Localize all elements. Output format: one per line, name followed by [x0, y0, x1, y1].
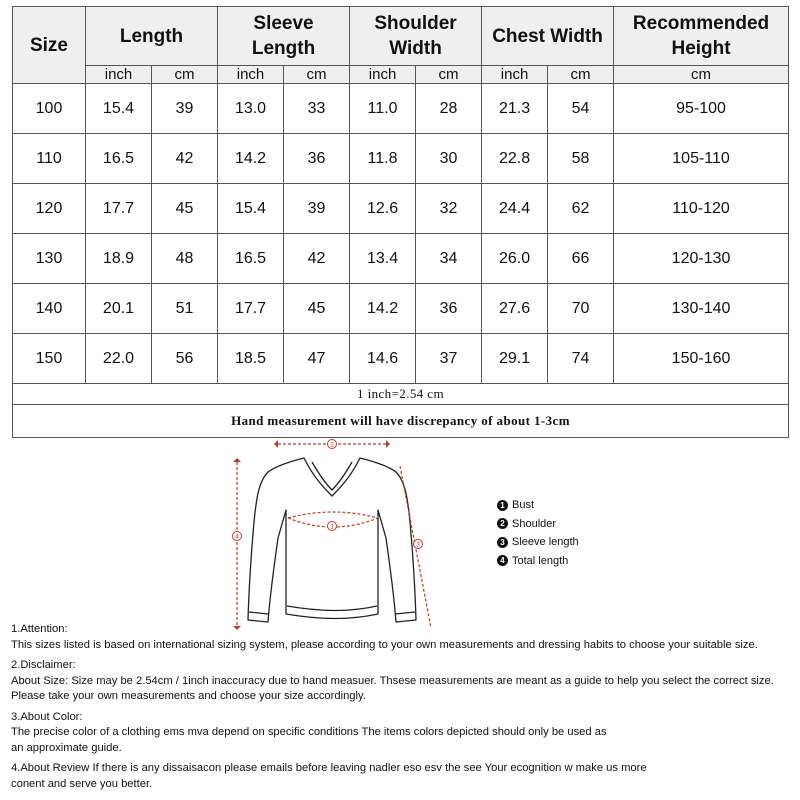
marker-3 [414, 540, 423, 549]
note-line: conent and serve you better. [11, 777, 153, 790]
table-cell: 70 [548, 284, 614, 334]
note-review [11, 761, 796, 792]
header-length: Length [86, 7, 218, 66]
legend-item-sleeve-length [497, 533, 579, 552]
note-line: This sizes listed is based on international sizing system, please according to your own measurements and dressing habits to choose your suitable size. [11, 638, 758, 651]
header-sleeve-length [218, 7, 350, 66]
table-cell: 36 [284, 134, 350, 184]
conversion-note: 1 inch=2.54 cm [13, 384, 789, 405]
diagram-legend [497, 496, 579, 570]
table-row [13, 334, 789, 384]
header-height-line-1: Recommended [632, 13, 770, 34]
note-title: 3.About Color: [11, 710, 83, 723]
table-cell: 29.1 [482, 334, 548, 384]
table-cell: 34 [416, 234, 482, 284]
table-cell: 15.4 [86, 84, 152, 134]
marker-2 [328, 440, 337, 449]
table-cell: 27.6 [482, 284, 548, 334]
unit-cell: cm [152, 66, 218, 84]
header-shoulder-width [350, 7, 482, 66]
table-cell: 42 [284, 234, 350, 284]
header-height-line-2: Height [671, 38, 731, 59]
table-cell: 42 [152, 134, 218, 184]
marker-1 [328, 522, 337, 531]
table-cell: 28 [416, 84, 482, 134]
measure-ends [233, 440, 390, 630]
table-cell: 56 [152, 334, 218, 384]
marker-4 [233, 532, 242, 541]
note-title: 2.Disclaimer: [11, 659, 76, 671]
table-cell: 110-120 [614, 184, 789, 234]
table-cell: 13.4 [350, 234, 416, 284]
table-cell: 150-160 [614, 334, 789, 384]
header-chest-width: Chest Width [482, 7, 614, 66]
table-cell: 14.6 [350, 334, 416, 384]
table-cell: 17.7 [218, 284, 284, 334]
unit-cell: inch [482, 66, 548, 84]
header-size: Size [13, 7, 86, 84]
table-cell: 17.7 [86, 184, 152, 234]
unit-cell: cm [548, 66, 614, 84]
size-cell: 130 [13, 234, 86, 284]
note-color [11, 710, 796, 757]
measure-lines [237, 441, 431, 628]
table-cell: 21.3 [482, 84, 548, 134]
table-cell: 15.4 [218, 184, 284, 234]
size-chart-table [12, 6, 789, 438]
table-cell: 105-110 [614, 134, 789, 184]
header-sleeve-line-1: Sleeve [253, 13, 314, 34]
size-cell: 150 [13, 334, 86, 384]
unit-cell: cm [416, 66, 482, 84]
legend-label: Shoulder [512, 517, 557, 530]
sweater-diagram [228, 436, 438, 646]
table-cell: 13.0 [218, 84, 284, 134]
legend-item-total-length [497, 552, 579, 571]
table-cell: 16.5 [218, 234, 284, 284]
note-line: The precise color of a clothing ems mva depend on specific conditions The items colors depicted should only be used as [11, 726, 607, 738]
table-cell: 22.0 [86, 334, 152, 384]
table-cell: 30 [416, 134, 482, 184]
table-cell: 14.2 [218, 134, 284, 184]
table-cell: 130-140 [614, 284, 789, 334]
size-cell: 120 [13, 184, 86, 234]
table-row [13, 234, 789, 284]
table-cell: 18.5 [218, 334, 284, 384]
marker-2-label: 2 [330, 441, 334, 449]
note-title: 1.Attention: [11, 623, 68, 635]
size-cell: 100 [13, 84, 86, 134]
table-cell: 39 [152, 84, 218, 134]
marker-1-label: 1 [330, 523, 334, 531]
note-disclaimer [11, 658, 796, 705]
table-cell: 32 [416, 184, 482, 234]
table-cell: 54 [548, 84, 614, 134]
unit-cell: inch [86, 66, 152, 84]
note-line: Please take your own measurements and choose your size accordingly. [11, 690, 366, 702]
table-cell: 26.0 [482, 234, 548, 284]
table-cell: 20.1 [86, 284, 152, 334]
table-cell: 74 [548, 334, 614, 384]
size-cell: 110 [13, 134, 86, 184]
note-title: 4.About Review If there is any dissaisacon please emails before leaving nadler eso esv the see Your ecognition w make us more [11, 762, 647, 774]
table-cell: 22.8 [482, 134, 548, 184]
table-cell: 14.2 [350, 284, 416, 334]
unit-cell: inch [218, 66, 284, 84]
legend-label: Bust [512, 499, 535, 512]
table-cell: 48 [152, 234, 218, 284]
legend-item-shoulder [497, 515, 579, 534]
table-cell: 12.6 [350, 184, 416, 234]
table-cell: 51 [152, 284, 218, 334]
note-line: About Size: Size may be 2.54cm / 1inch inaccuracy due to hand measuer. Thsese measurements are meant as a guide to help you select the correct size. [11, 674, 774, 687]
table-cell: 95-100 [614, 84, 789, 134]
table-row [13, 284, 789, 334]
table-cell: 62 [548, 184, 614, 234]
table-cell: 11.8 [350, 134, 416, 184]
measurement-note: Hand measurement will have discrepancy of about 1-3cm [13, 405, 789, 438]
table-cell: 120-130 [614, 234, 789, 284]
table-row [13, 84, 789, 134]
table-cell: 66 [548, 234, 614, 284]
table-cell: 37 [416, 334, 482, 384]
unit-cell: cm [614, 66, 789, 84]
table-cell: 45 [152, 184, 218, 234]
legend-number: 4 [497, 555, 508, 566]
size-cell: 140 [13, 284, 86, 334]
table-cell: 47 [284, 334, 350, 384]
legend-number: 2 [497, 518, 508, 529]
legend-number: 1 [497, 500, 508, 511]
legend-label: Sleeve length [512, 536, 579, 549]
note-line: an approximate guide. [11, 741, 122, 754]
table-cell: 11.0 [350, 84, 416, 134]
marker-4-label: 4 [235, 533, 239, 541]
table-cell: 16.5 [86, 134, 152, 184]
header-shoulder-line-2: Width [389, 38, 442, 59]
table-row [13, 184, 789, 234]
sweater-outline [248, 458, 416, 622]
table-cell: 39 [284, 184, 350, 234]
header-sleeve-line-2: Length [251, 38, 316, 59]
table-cell: 58 [548, 134, 614, 184]
table-cell: 18.9 [86, 234, 152, 284]
marker-3-label: 3 [416, 541, 420, 549]
note-attention [11, 622, 796, 653]
table-cell: 36 [416, 284, 482, 334]
header-recommended-height [614, 7, 789, 66]
unit-cell: cm [284, 66, 350, 84]
table-row [13, 134, 789, 184]
table-cell: 24.4 [482, 184, 548, 234]
table-cell: 45 [284, 284, 350, 334]
header-shoulder-line-1: Shoulder [374, 13, 457, 34]
legend-label: Total length [512, 554, 569, 567]
legend-item-bust [497, 496, 579, 515]
legend-number: 3 [497, 537, 508, 548]
table-cell: 33 [284, 84, 350, 134]
notes-section [11, 622, 796, 797]
unit-cell: inch [350, 66, 416, 84]
